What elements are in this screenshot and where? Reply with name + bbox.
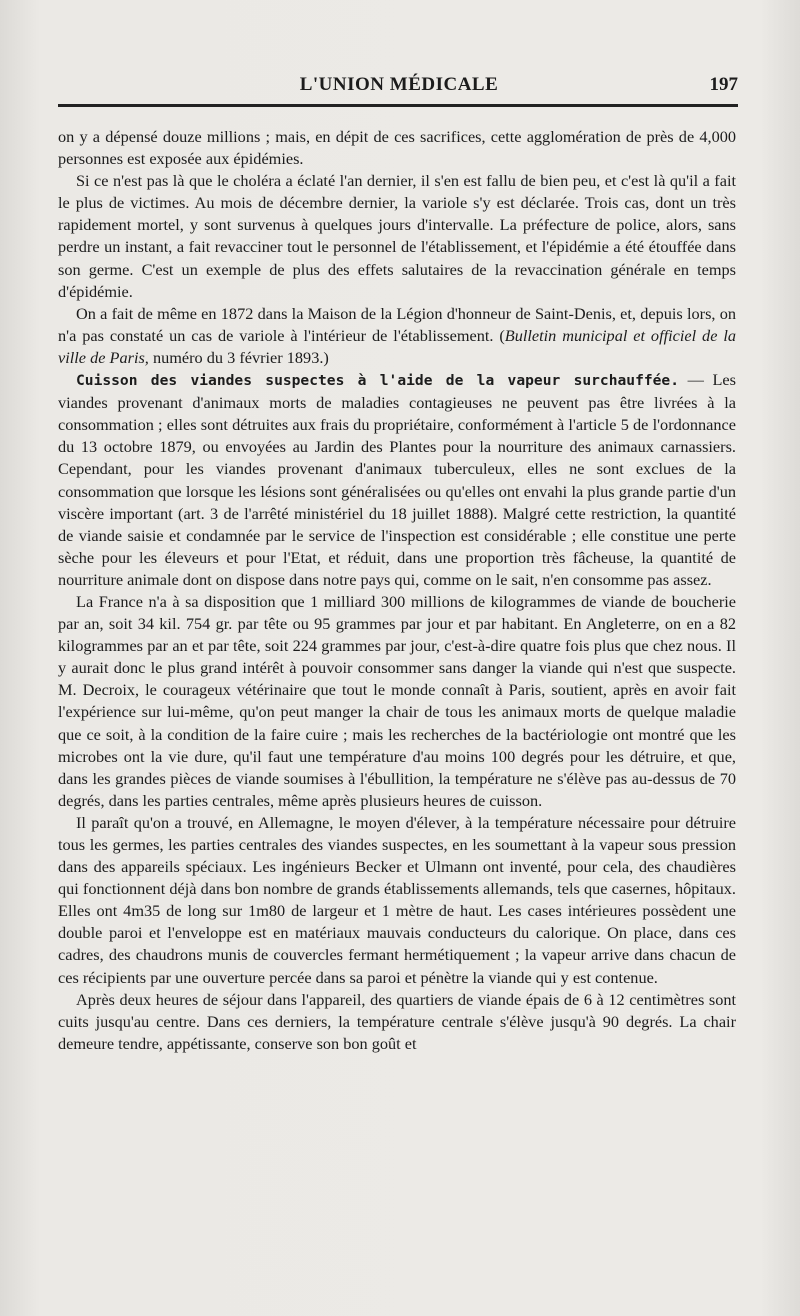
header-rule	[58, 104, 738, 107]
paragraph	[58, 369, 736, 591]
body-text	[58, 126, 736, 1055]
citation-title: Bulletin municipal et officiel de la ville de Paris,	[58, 325, 736, 367]
paragraph: Après deux heures de séjour dans l'appareil, des quartiers de viande épais de 6 à 12 centimètres sont cuits jusqu'au centre. Dans ces derniers, la température centrale s'élève jusqu'à 90 degrés. La chair demeure tendre, appétissante, conserve son bon goût et	[58, 989, 736, 1053]
paragraph-text: numéro du 3 février 1893.)	[148, 347, 329, 367]
paragraph: Si ce n'est pas là que le choléra a éclaté l'an dernier, il s'en est fallu de bien peu, et c'est là qu'il a fait le plus de victimes. Au mois de décembre dernier, la variole s'y est déclarée. Trois cas, dont un très rapidement mortel, y sont survenus à quelques jours d'intervalle. La préfecture de police, alors, sans perdre un instant, a fait revacciner tout le personnel de l'établissement, et l'épidémie a été étouffée dans son germe. C'est un exemple de plus des effets salutaires de la revaccination générale en temps d'épidémie.	[58, 171, 736, 301]
paragraph: Il paraît qu'on a trouvé, en Allemagne, le moyen d'élever, à la température nécessaire pour détruire tous les germes, les parties centrales des viandes suspectes, en les soumettant à la vapeur sous pression dans des appareils spéciaux. Les ingénieurs Becker et Ulmann ont inventé, pour cela, des chaudières qui fonctionnent déjà dans bon nombre de grands établissements allemands, tels que casernes, hôpitaux. Elles ont 4m35 de long sur 1m80 de largeur et 1 mètre de haut. Les cases intérieures possèdent une double paroi et l'enveloppe est en matériaux mauvais conducteurs du calorique. On place, dans ces cadres, des chaudrons munis de couvercles fermant hermétiquement ; la vapeur arrive dans chacun de ces récipients par une ouverture percée dans sa paroi et pénètre la viande qui y est contenue.	[58, 812, 736, 987]
paragraph-text: On a fait de même en 1872 dans la Maison de la Légion d'honneur de Saint-Denis, et, depuis lors, on n'a pas constaté un cas de variole à l'intérieur de l'établissement. (	[58, 303, 736, 345]
paragraph: La France n'a à sa disposition que 1 milliard 300 millions de kilogrammes de viande de boucherie par an, soit 34 kil. 754 gr. par tête ou 95 grammes par jour et par habitant. En Angleterre, on en a 82 kilogrammes par an et par tête, soit 224 grammes par jour, c'est-à-dire quatre fois plus que chez nous. Il y aurait donc le plus grand intérêt à pouvoir consommer sans danger la viande qui n'est que suspecte. M. Decroix, le courageux vétérinaire que tout le monde connaît à Paris, soutient, après en avoir fait l'expérience sur lui-même, qu'on peut manger la chair de tous les animaux morts de quelque maladie que ce soit, à la condition de la faire cuire ; mais les recherches de la bactériologie ont montré que les microbes ont la vie dure, qu'il faut une température d'au moins 100 degrés pour les détruire, et que, dans les grandes pièces de viande soumises à l'ébullition, la température ne s'élève pas au-dessus de 70 degrés, dans les parties centrales, même après plusieurs heures de cuisson.	[58, 591, 736, 810]
page-number: 197	[709, 74, 738, 95]
paragraph-text: — Les viandes provenant d'animaux morts de maladies contagieuses ne peuvent pas être livrées à la consommation ; elles sont détruites aux frais du propriétaire, conformément à l'article 5 de l'ordonnance du 13 octobre 1879, ou envoyées au Jardin des Plantes pour la nourriture des animaux carnassiers. Cependant, pour les viandes provenant d'animaux tuberculeux, elles ne sont exclues de la consommation que lorsque les lésions sont généralisées ou qu'elles ont envahi la plus grande partie d'un viscère important (art. 3 de l'arrêté ministériel du 18 juillet 1888). Malgré cette restriction, la quantité de viande saisie et condamnée par le service de l'inspection est considérable ; elle constitue une perte sèche pour les éleveurs et pour l'Etat, et réduit, dans une proportion très fâcheuse, la quantité de nourriture animale dont on dispose dans notre pays qui, comme on le sait, n'en consomme pas assez.	[58, 370, 736, 589]
section-rubric: Cuisson des viandes suspectes à l'aide de la vapeur surchauffée.	[76, 372, 680, 390]
page-header	[60, 70, 738, 102]
running-title: L'UNION MÉDICALE	[299, 74, 499, 95]
paragraph: on y a dépensé douze millions ; mais, en dépit de ces sacrifices, cette agglomération de près de 4,000 personnes est exposée aux épidémies.	[58, 127, 736, 169]
paragraph	[58, 303, 736, 369]
